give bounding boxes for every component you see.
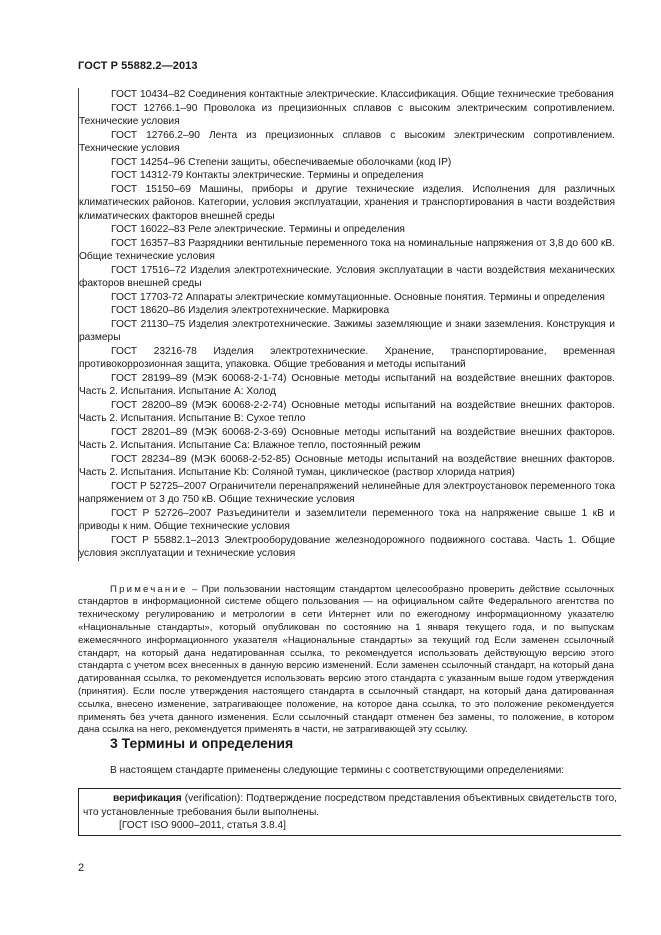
term-definition bbox=[83, 792, 617, 819]
reference-item: ГОСТ 23216-78 Изделия электротехнические. Хранение, транспортирование, временная противокоррозионная защита, упаковка. Общие требования и методы испытаний bbox=[79, 345, 615, 370]
reference-item: ГОСТ 17703-72 Аппараты электрические коммутационные. Основные понятия. Термины и определения bbox=[111, 291, 605, 303]
reference-item: ГОСТ 17516–72 Изделия электротехнические. Условия эксплуатации в части воздействия механических факторов внешней среды bbox=[79, 264, 615, 289]
reference-item: ГОСТ 16022–83 Реле электрические. Термины и определения bbox=[111, 224, 405, 235]
section-title: 3 Термины и определения bbox=[110, 735, 294, 751]
note-text: – При пользовании настоящим стандартом целесообразно проверить действие ссылочных стандартов в информационной системе общего пользования — на официальном сайте Федерального агентства по техническому регулированию и метрологии в сети Интернет или по ежегодному информационному указателю «Национальные стандарты», который опубликован по состоянию на 1 января текущего года, и по выпускам ежемесячного информационного указателя «Национальные стандарты» за текущий год Если заменен ссылочный стандарт, на который дана недатированная ссылка, то рекомендуется использовать действующую версию этого стандарта с учетом всех внесенных в данную версию изменений. Если заменен ссылочный стандарт, на который дана датированная ссылка, то рекомендуется использовать версию этого стандарта с указанным выше годом утверждения (принятия). Если после утверждения настоящего стандарта в ссылочный стандарт, на который дана датированная ссылка, внесено изменение, затрагивающее положение, на которое дана ссылка, то это положение рекомендуется применять без учета данного изменения. Если ссылочный стандарт отменен без замены, то положение, в котором дана ссылка на него, рекомендуется применять в части, не затрагивающей эту ссылку. bbox=[78, 583, 614, 736]
reference-item: ГОСТ 21130–75 Изделия электротехнические. Зажимы заземляющие и знаки заземления. Конструкция и размеры bbox=[79, 318, 615, 343]
reference-item: ГОСТ Р 52725–2007 Ограничители перенапряжений нелинейные для электроустановок переменного тока напряжением от 3 до 750 кВ. Общие технические условия bbox=[79, 480, 615, 505]
reference-item: ГОСТ 10434–82 Соединения контактные электрические. Классификация. Общие технические требования bbox=[111, 89, 614, 100]
reference-item: ГОСТ Р 55882.1–2013 Электрооборудование железнодорожного подвижного состава. Часть 1. Общие условия эксплуатации и технические условия bbox=[79, 534, 615, 559]
normative-references-list bbox=[78, 88, 615, 561]
reference-item: ГОСТ 15150–69 Машины, приборы и другие технические изделия. Исполнения для различных климатических районов. Категории, условия эксплуатации, хранения и транспортирования в части воздействия климатических факторов внешней среды bbox=[79, 183, 615, 222]
reference-item: ГОСТ 16357–83 Разрядники вентильные переменного тока на номинальные напряжения от 3,8 до 600 кВ. Общие технические условия bbox=[79, 237, 615, 262]
term-name: верификация bbox=[113, 793, 182, 804]
reference-item: ГОСТ Р 52726–2007 Разъединители и заземлители переменного тока на напряжение свыше 1 кВ и приводы к ним. Общие технические условия bbox=[79, 507, 615, 532]
reference-item: ГОСТ 14254–96 Степени защиты, обеспечиваемые оболочками (код IP) bbox=[111, 156, 452, 168]
page-number: 2 bbox=[78, 862, 85, 874]
reference-item: ГОСТ 18620–86 Изделия электротехнические. Маркировка bbox=[111, 305, 390, 316]
reference-item: ГОСТ 28200–89 (МЭК 60068-2-2-74) Основные методы испытаний на воздействие внешних факторов. Часть 2. Испытания. Испытание В: Сухое тепло bbox=[79, 399, 615, 424]
definition-text: (verification): Подтверждение посредством представления объективных свидетельств того, что установленные требования были выполнены. bbox=[83, 793, 617, 818]
reference-item: ГОСТ 28199–89 (МЭК 60068-2-1-74) Основные методы испытаний на воздействие внешних факторов. Часть 2. Испытания. Испытание А: Холод bbox=[79, 372, 615, 397]
reference-item: ГОСТ 12766.1–90 Проволока из прецизионных сплавов с высоким электрическим сопротивлением. Технические условия bbox=[79, 102, 615, 127]
reference-item: ГОСТ 12766.2–90 Лента из прецизионных сплавов с высоким электрическим сопротивлением. Технические условия bbox=[79, 129, 615, 154]
reference-item: ГОСТ 28201–89 (МЭК 60068-2-3-69) Основные методы испытаний на воздействие внешних факторов. Часть 2. Испытания. Испытание Са: Влажное тепло, постоянный режим bbox=[79, 426, 615, 451]
note-paragraph bbox=[78, 584, 614, 738]
section-intro: В настоящем стандарте применены следующие термины с соответствующими определениями: bbox=[110, 765, 565, 776]
note-label: Примечание bbox=[110, 583, 188, 595]
document-header: ГОСТ Р 55882.2—2013 bbox=[78, 60, 198, 72]
reference-item: ГОСТ 14312-79 Контакты электрические. Термины и определения bbox=[111, 170, 424, 181]
term-source: [ГОСТ ISO 9000–2011, статья 3.8.4] bbox=[119, 820, 286, 831]
reference-item: ГОСТ 28234–89 (МЭК 60068-2-52-85) Основные методы испытаний на воздействие внешних факторов. Часть 2. Испытания. Испытание Kb: Соляной туман, циклическое (раствор хлорида натрия) bbox=[79, 453, 615, 478]
term-definition-box bbox=[78, 788, 621, 836]
